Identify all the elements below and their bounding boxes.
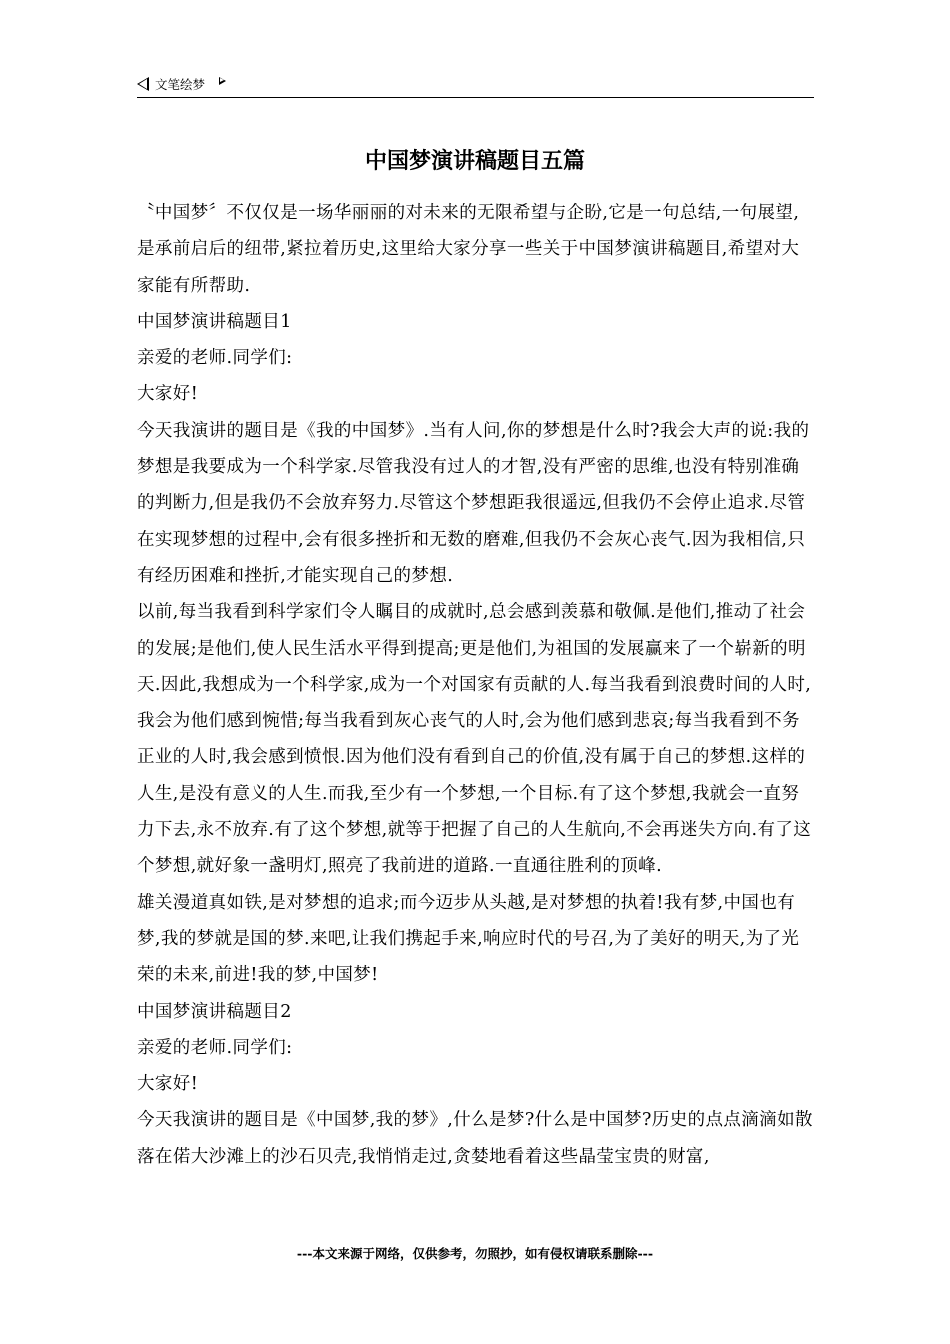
triangle-right-icon <box>219 77 226 85</box>
paragraph: 今天我演讲的题目是《中国梦,我的梦》,什么是梦?什么是中国梦?历史的点点滴滴如散落在偌大沙滩上的沙石贝壳,我悄悄走过,贪婪地看着这些晶莹宝贵的财富, <box>137 1110 813 1167</box>
triangle-left-icon <box>137 77 149 91</box>
document-title: 中国梦演讲稿题目五篇 <box>364 149 585 174</box>
section-heading: 中国梦演讲稿题目1 <box>137 311 292 332</box>
paragraph: 以前,每当我看到科学家们令人瞩目的成就时,总会感到羡慕和敬佩.是他们,推动了社会的发展;是他们,使人民生活水平得到提高;更是他们,为祖国的发展赢来了一个崭新的明天.因此,我想成为一个科学家,成为一个对国家有贡献的人.每当我看到浪费时间的人时,我会为他们感到惋惜;每当我看到灰心丧气的人时,会为他们感到悲哀;每当我看到不务正业的人时,我会感到愤恨.因为他们没有看到自己的价值,没有属于自己的梦想.这样的人生,是没有意义的人生.而我,至少有一个梦想,一个目标.有了这个梦想,我就会一直努力下去,永不放弃.有了这个梦想,就等于把握了自己的人生航向,不会再迷失方向.有了这个梦想,就好象一盏明灯,照亮了我前进的道路.一直通往胜利的顶峰. <box>137 602 812 877</box>
greeting: 大家好! <box>137 1074 199 1095</box>
section-heading: 中国梦演讲稿题目2 <box>137 1001 292 1022</box>
header-label: 文笔绘梦 <box>155 77 206 92</box>
paragraph-intro: 〝中国梦〞不仅仅是一场华丽丽的对未来的无限希望与企盼,它是一句总结,一句展望,是承前启后的纽带,紧拉着历史,这里给大家分享一些关于中国梦演讲稿题目,希望对大家能有所帮助. <box>137 203 800 296</box>
page-footer: ---本文来源于网络，仅供参考，勿照抄，如有侵权请联系删除--- <box>296 1246 654 1261</box>
header-divider <box>137 97 814 98</box>
salutation: 亲爱的老师.同学们: <box>137 348 293 369</box>
document-body <box>137 195 813 1175</box>
paragraph: 今天我演讲的题目是《我的中国梦》.当有人问,你的梦想是什么时?我会大声的说:我的梦想是我要成为一个科学家.尽管我没有过人的才智,没有严密的思维,也没有特别准确的判断力,但是我仍不会放弃努力.尽管这个梦想距我很遥远,但我仍不会停止追求.尽管在实现梦想的过程中,会有很多挫折和无数的磨难,但我仍不会灰心丧气.因为我相信,只有经历困难和挫折,才能实现自己的梦想. <box>137 420 810 586</box>
paragraph: 雄关漫道真如铁,是对梦想的追求;而今迈步从头越,是对梦想的执着!我有梦,中国也有梦,我的梦就是国的梦.来吧,让我们携起手来,响应时代的号召,为了美好的明天,为了光荣的未来,前进!我的梦,中国梦! <box>137 892 800 986</box>
page-header <box>137 72 226 96</box>
greeting: 大家好! <box>137 384 199 405</box>
salutation: 亲爱的老师.同学们: <box>137 1037 293 1058</box>
